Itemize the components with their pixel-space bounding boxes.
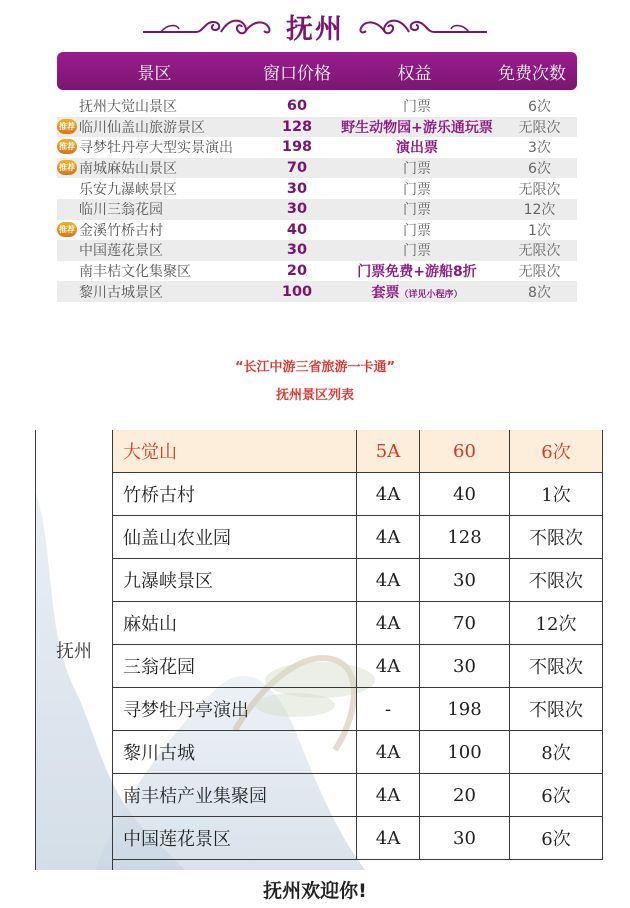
table-row [113,645,603,688]
free-times: 12次 [510,602,603,644]
benefit [332,282,502,302]
free-times: 3次 [528,140,551,157]
table-row [113,688,603,731]
price: 30 [420,817,510,859]
scenic-name: 南丰桔产业集聚园 [113,774,357,816]
table-row [57,96,577,117]
scenic-name: 南城麻姑山景区 [79,161,177,178]
column-header-scenic: 景区 [137,63,172,84]
scenic-name: 九瀑峡景区 [113,559,357,601]
free-times: 6次 [528,161,551,178]
scenic-name: 寻梦牡丹亭大型实景演出 [79,140,233,157]
table-row [113,731,603,774]
benefit: 门票 [403,181,431,198]
price: 30 [420,559,510,601]
top-table-header [57,52,577,90]
scenic-level: 5A [357,430,420,472]
table-row [57,240,577,261]
scenic-name: 临川仙盖山旅游景区 [79,119,205,136]
cloud-scroll-ornament-icon [141,14,276,38]
scenic-level: 4A [357,559,420,601]
table-row [113,473,603,516]
bottom-table [35,430,603,870]
benefit-note: （详见小程序） [399,289,463,300]
benefit: 门票 [403,243,431,260]
price: 40 [286,221,308,238]
recommend-badge: 推荐 [57,119,77,134]
city-cell: 抚州 [35,430,113,870]
price: 60 [286,98,308,115]
price: 40 [420,473,510,515]
free-times: 无限次 [518,119,561,136]
scenic-name: 中国莲花景区 [79,243,163,260]
table-row [57,220,577,241]
table-row [57,261,577,282]
scenic-level: 4A [357,774,420,816]
scenic-level: 4A [357,731,420,773]
free-times: 不限次 [510,645,603,687]
free-times: 不限次 [510,559,603,601]
cloud-scroll-ornament-icon [354,14,489,38]
caption-subtitle: 抚州景区列表 [275,388,354,403]
scenic-name: 麻姑山 [113,602,357,644]
page-header [0,6,630,46]
table-row [113,817,603,860]
price: 30 [286,201,308,218]
table-row [57,117,577,138]
scenic-name: 中国莲花景区 [113,817,357,859]
price: 128 [420,516,510,558]
scenic-level: - [357,688,420,730]
benefit: 门票 [403,161,431,178]
scenic-name: 竹桥古村 [113,473,357,515]
table-row [113,516,603,559]
caption-title: “长江中游三省旅游一卡通” [234,360,396,375]
price: 128 [281,118,313,135]
scenic-name: 乐安九瀑峡景区 [79,181,177,198]
price: 20 [286,263,308,280]
free-times: 6次 [510,774,603,816]
scenic-level: 4A [357,473,420,515]
price: 198 [281,139,313,156]
benefit: 演出票 [396,140,438,157]
page-title: 抚州 [286,13,344,45]
benefit: 门票 [403,99,431,116]
scenic-name: 南丰桔文化集聚区 [79,264,191,281]
price: 60 [420,430,510,472]
free-times: 8次 [528,284,551,301]
column-header-price: 窗口价格 [263,63,331,84]
benefit: 门票 [403,202,431,219]
free-times: 6次 [510,430,603,472]
scenic-name: 仙盖山农业园 [113,516,357,558]
table-row [57,281,577,302]
scenic-name: 寻梦牡丹亭演出 [113,688,357,730]
free-times: 无限次 [518,264,561,281]
footer-welcome: 抚州欢迎你! [263,880,367,902]
scenic-name: 金溪竹桥古村 [79,222,163,239]
scenic-name: 黎川古城景区 [79,284,163,301]
price: 30 [420,645,510,687]
table-row [57,137,577,158]
scenic-name: 三翁花园 [113,645,357,687]
recommend-badge: 推荐 [57,160,77,175]
table-row [113,602,603,645]
free-times: 不限次 [510,688,603,730]
free-times: 8次 [510,731,603,773]
top-table-body [57,96,577,302]
benefit: 门票 [403,222,431,239]
table-row [113,559,603,602]
benefit: 门票免费+游船8折 [357,264,477,281]
benefit-text: 套票 [371,284,400,301]
scenic-name: 大觉山 [113,430,357,472]
price: 70 [420,602,510,644]
scenic-level: 4A [357,645,420,687]
scenic-name: 黎川古城 [113,731,357,773]
scenic-level: 4A [357,602,420,644]
free-times: 1次 [528,222,551,239]
bottom-table-body [113,430,603,860]
benefit: 野生动物园+游乐通玩票 [341,119,493,136]
price: 20 [420,774,510,816]
table-row [57,178,577,199]
free-times: 无限次 [518,181,561,198]
recommend-badge: 推荐 [57,139,77,154]
price: 100 [420,731,510,773]
free-times: 1次 [510,473,603,515]
price: 100 [281,283,313,300]
scenic-name: 临川三翁花园 [79,202,163,219]
free-times: 6次 [510,817,603,859]
free-times: 6次 [528,99,551,116]
price: 30 [286,180,308,197]
table-row [57,199,577,220]
table-row [57,158,577,179]
scenic-level: 4A [357,817,420,859]
table-row [113,430,603,473]
free-times: 不限次 [510,516,603,558]
price: 198 [420,688,510,730]
column-header-free-times: 免费次数 [498,63,566,84]
scenic-name: 抚州大觉山景区 [79,99,177,116]
free-times: 无限次 [518,243,561,260]
price: 30 [286,242,308,259]
price: 70 [286,160,308,177]
free-times: 12次 [523,202,556,219]
recommend-badge: 推荐 [57,222,77,237]
table-row [113,774,603,817]
scenic-level: 4A [357,516,420,558]
column-header-benefit: 权益 [397,63,432,84]
